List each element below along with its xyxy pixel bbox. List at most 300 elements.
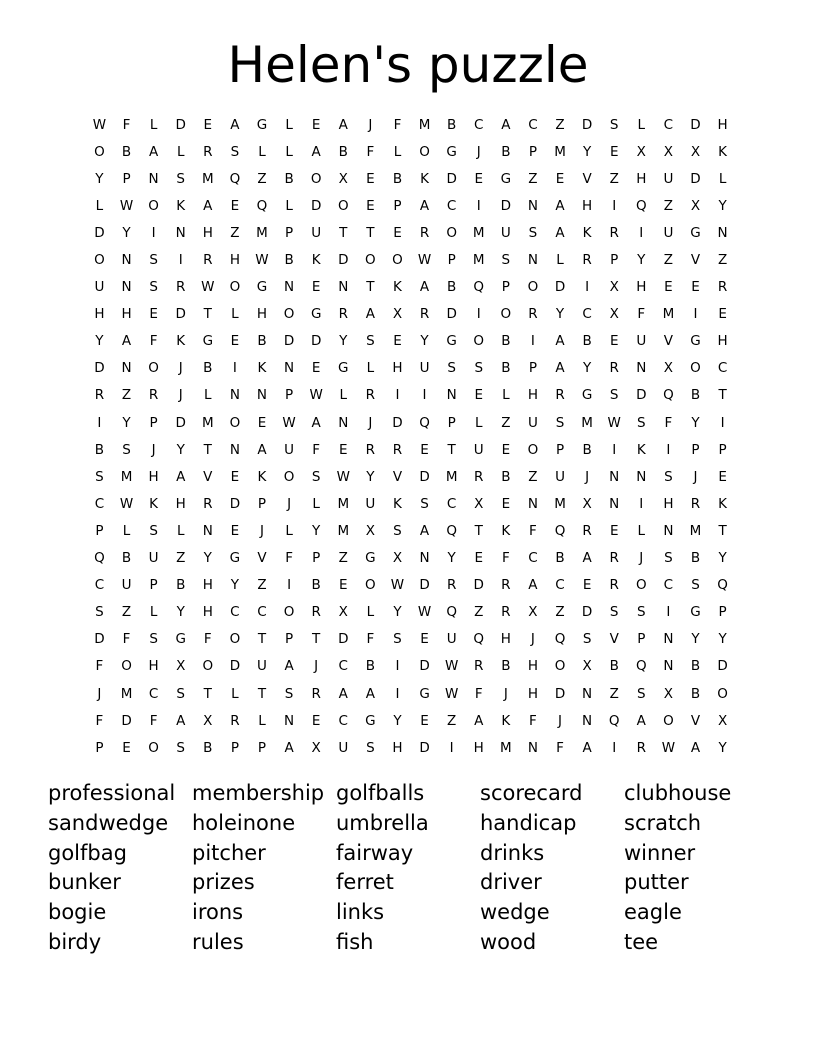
grid-letter: R: [203, 495, 213, 512]
grid-letter: L: [718, 170, 727, 187]
grid-letter: B: [447, 279, 457, 296]
grid-letter: L: [149, 116, 158, 133]
grid-letter: I: [232, 360, 237, 377]
word-list-item: wedge: [480, 900, 550, 925]
grid-letter: N: [148, 170, 159, 187]
grid-letter: A: [636, 712, 646, 729]
grid-letter: E: [311, 712, 321, 729]
grid-letter: I: [476, 197, 481, 214]
grid-letter: M: [581, 414, 593, 431]
grid-letter: Y: [637, 252, 646, 269]
grid-letter: S: [366, 333, 375, 350]
grid-letter: X: [528, 604, 538, 621]
grid-letter: B: [284, 252, 294, 269]
grid-letter: T: [257, 685, 267, 702]
grid-letter: R: [203, 143, 213, 160]
grid-letter: W: [309, 387, 323, 404]
grid-letter: E: [420, 631, 429, 648]
grid-letter: E: [609, 522, 619, 539]
grid-letter: R: [230, 712, 240, 729]
grid-letter: A: [582, 550, 592, 567]
grid-letter: Q: [635, 197, 647, 214]
grid-letter: N: [121, 252, 132, 269]
grid-letter: P: [610, 252, 619, 269]
grid-letter: G: [581, 387, 593, 404]
grid-letter: U: [500, 224, 511, 241]
grid-letter: I: [530, 333, 535, 350]
grid-letter: J: [585, 468, 590, 485]
grid-letter: L: [176, 143, 185, 160]
grid-letter: C: [528, 116, 538, 133]
grid-letter: O: [717, 685, 728, 702]
grid-letter: I: [585, 279, 590, 296]
grid-letter: L: [149, 604, 158, 621]
grid-letter: A: [419, 197, 430, 214]
grid-letter: M: [445, 468, 458, 485]
grid-letter: P: [393, 197, 402, 214]
grid-letter: D: [229, 495, 241, 512]
grid-letter: D: [419, 577, 430, 594]
grid-letter: C: [555, 577, 565, 594]
grid-letter: P: [718, 441, 727, 458]
grid-letter: J: [314, 658, 319, 675]
grid-letter: S: [582, 631, 592, 648]
grid-letter: M: [472, 252, 485, 269]
grid-letter: K: [393, 495, 402, 512]
grid-letter: P: [95, 522, 104, 539]
grid-letter: S: [609, 604, 619, 621]
grid-letter: F: [122, 116, 131, 133]
grid-letter: W: [607, 414, 621, 431]
grid-letter: Y: [555, 306, 565, 323]
grid-letter: H: [148, 468, 159, 485]
grid-letter: D: [121, 712, 132, 729]
grid-letter: F: [529, 522, 537, 539]
grid-letter: N: [609, 495, 620, 512]
grid-letter: D: [473, 577, 484, 594]
grid-letter: B: [176, 577, 186, 594]
grid-letter: E: [718, 306, 727, 323]
grid-letter: R: [690, 495, 701, 512]
grid-letter: C: [230, 604, 240, 621]
grid-letter: A: [257, 441, 267, 458]
grid-letter: N: [121, 360, 132, 377]
grid-letter: Y: [176, 441, 185, 458]
grid-letter: H: [582, 197, 593, 214]
grid-letter: M: [120, 685, 133, 702]
grid-letter: O: [121, 658, 132, 675]
grid-letter: E: [609, 333, 619, 350]
grid-letter: O: [202, 658, 214, 675]
grid-letter: S: [95, 468, 104, 485]
grid-letter: Y: [366, 468, 375, 485]
grid-letter: J: [476, 143, 481, 160]
grid-letter: W: [390, 577, 405, 594]
grid-letter: F: [149, 712, 158, 729]
grid-letter: O: [419, 143, 430, 160]
grid-letter: A: [338, 685, 348, 702]
grid-letter: E: [691, 279, 700, 296]
grid-letter: P: [555, 441, 565, 458]
grid-letter: B: [501, 143, 511, 160]
grid-letter: O: [690, 360, 701, 377]
grid-letter: P: [257, 495, 267, 512]
grid-letter: T: [366, 279, 375, 296]
grid-letter: S: [637, 604, 646, 621]
grid-letter: A: [284, 658, 294, 675]
grid-letter: C: [717, 360, 728, 377]
word-list-item: fish: [336, 929, 374, 954]
grid-letter: P: [312, 550, 321, 567]
grid-letter: H: [392, 360, 403, 377]
grid-letter: Q: [473, 631, 485, 648]
grid-letter: Z: [528, 468, 538, 485]
grid-letter: T: [203, 306, 212, 323]
word-list: [48, 779, 788, 958]
grid-letter: D: [554, 279, 566, 296]
grid-letter: D: [419, 739, 430, 756]
letter-grid: [82, 111, 740, 761]
grid-letter: N: [609, 468, 620, 485]
grid-letter: Z: [609, 685, 619, 702]
grid-letter: G: [175, 631, 186, 648]
word-list-item: bunker: [48, 870, 121, 895]
grid-letter: N: [419, 550, 430, 567]
grid-letter: O: [94, 143, 105, 160]
grid-letter: Z: [717, 252, 728, 269]
grid-letter: B: [338, 143, 348, 160]
word-list-item: putter: [624, 870, 689, 895]
grid-letter: S: [501, 252, 511, 269]
grid-letter: O: [635, 577, 647, 594]
grid-letter: Y: [122, 224, 131, 241]
grid-letter: O: [148, 739, 159, 756]
grid-letter: N: [663, 631, 674, 648]
grid-letter: S: [528, 224, 538, 241]
grid-letter: K: [501, 712, 511, 729]
grid-letter: D: [446, 170, 457, 187]
grid-letter: P: [149, 414, 158, 431]
word-list-item: membership: [192, 781, 325, 805]
grid-letter: V: [690, 252, 701, 269]
grid-letter: P: [501, 279, 510, 296]
word-list-item: irons: [192, 900, 244, 925]
grid-letter: U: [473, 441, 484, 458]
grid-letter: F: [285, 550, 293, 567]
grid-letter: S: [95, 604, 104, 621]
grid-letter: P: [285, 224, 294, 241]
grid-letter: U: [94, 279, 105, 296]
word-list-item: scratch: [624, 810, 702, 835]
grid-letter: D: [581, 116, 593, 133]
grid-letter: N: [338, 414, 349, 431]
grid-letter: Y: [691, 631, 700, 648]
grid-letter: A: [474, 712, 484, 729]
grid-letter: Y: [393, 712, 402, 729]
grid-letter: D: [690, 170, 701, 187]
grid-letter: A: [555, 360, 565, 377]
grid-letter: Q: [229, 170, 241, 187]
grid-letter: H: [636, 279, 647, 296]
grid-letter: G: [256, 279, 268, 296]
grid-letter: A: [311, 143, 321, 160]
grid-letter: A: [582, 739, 592, 756]
grid-letter: X: [663, 685, 674, 702]
grid-letter: S: [393, 631, 402, 648]
grid-letter: H: [94, 306, 105, 323]
grid-letter: N: [446, 387, 457, 404]
grid-letter: L: [366, 360, 375, 377]
word-list-item: links: [336, 900, 385, 925]
grid-letter: Y: [312, 522, 321, 539]
grid-letter: G: [310, 306, 322, 323]
grid-letter: L: [312, 495, 320, 512]
grid-letter: Q: [256, 197, 268, 214]
grid-letter: U: [663, 224, 674, 241]
grid-letter: L: [95, 197, 104, 214]
grid-letter: D: [175, 306, 186, 323]
grid-letter: P: [257, 739, 267, 756]
grid-letter: Q: [554, 522, 566, 539]
grid-letter: O: [148, 197, 159, 214]
grid-letter: R: [717, 279, 728, 296]
grid-letter: D: [636, 387, 647, 404]
grid-letter: R: [528, 306, 538, 323]
grid-letter: N: [527, 252, 538, 269]
grid-letter: Y: [122, 414, 131, 431]
grid-letter: D: [500, 197, 512, 214]
grid-letter: K: [718, 143, 727, 160]
grid-letter: J: [97, 685, 102, 702]
grid-letter: Q: [635, 658, 647, 675]
grid-letter: U: [636, 333, 647, 350]
grid-letter: S: [447, 360, 456, 377]
grid-letter: H: [663, 495, 674, 512]
grid-letter: I: [395, 658, 400, 675]
grid-letter: S: [176, 685, 185, 702]
grid-letter: C: [338, 658, 348, 675]
grid-letter: O: [229, 414, 241, 431]
grid-letter: E: [122, 739, 131, 756]
word-list-item: driver: [480, 870, 542, 895]
grid-letter: L: [502, 387, 510, 404]
word-list-item: sandwedge: [48, 810, 169, 835]
grid-letter: S: [149, 279, 158, 296]
grid-letter: L: [366, 604, 375, 621]
grid-letter: S: [149, 252, 158, 269]
grid-letter: L: [258, 712, 266, 729]
grid-letter: R: [176, 279, 186, 296]
grid-letter: C: [148, 685, 159, 702]
grid-letter: B: [501, 333, 511, 350]
grid-letter: L: [339, 387, 348, 404]
grid-letter: N: [663, 522, 674, 539]
word-list-item: wood: [480, 929, 537, 954]
grid-letter: J: [503, 685, 508, 702]
grid-letter: Y: [582, 143, 592, 160]
grid-letter: B: [284, 170, 294, 187]
grid-letter: M: [554, 143, 566, 160]
grid-letter: B: [501, 658, 511, 675]
grid-letter: R: [555, 387, 565, 404]
grid-letter: W: [661, 739, 676, 756]
grid-letter: B: [501, 360, 511, 377]
grid-letter: R: [501, 577, 511, 594]
grid-letter: S: [230, 143, 240, 160]
grid-letter: S: [149, 631, 158, 648]
word-list-item: fairway: [336, 840, 414, 865]
grid-letter: W: [417, 604, 432, 621]
grid-letter: U: [121, 577, 132, 594]
grid-letter: Z: [121, 387, 132, 404]
grid-letter: M: [554, 495, 566, 512]
grid-letter: C: [582, 306, 592, 323]
grid-letter: M: [500, 739, 512, 756]
grid-letter: O: [365, 577, 376, 594]
grid-letter: N: [284, 712, 295, 729]
grid-letter: H: [500, 631, 511, 648]
grid-letter: T: [339, 224, 348, 241]
grid-letter: E: [230, 468, 240, 485]
grid-letter: Y: [230, 577, 240, 594]
grid-letter: D: [338, 631, 349, 648]
grid-letter: A: [311, 414, 321, 431]
grid-letter: E: [393, 333, 402, 350]
grid-letter: X: [474, 495, 484, 512]
grid-letter: I: [151, 224, 156, 241]
grid-letter: A: [365, 685, 375, 702]
grid-letter: M: [337, 522, 350, 539]
grid-letter: X: [663, 360, 674, 377]
grid-letter: I: [693, 306, 698, 323]
grid-letter: D: [392, 414, 403, 431]
grid-letter: Z: [663, 197, 674, 214]
grid-letter: Z: [555, 604, 565, 621]
grid-letter: Y: [718, 739, 727, 756]
grid-letter: N: [284, 360, 295, 377]
grid-letter: S: [637, 414, 646, 431]
grid-letter: U: [148, 550, 159, 567]
grid-letter: A: [284, 739, 294, 756]
grid-letter: O: [554, 658, 566, 675]
grid-letter: B: [690, 550, 701, 567]
grid-letter: Z: [447, 712, 457, 729]
grid-letter: V: [582, 170, 592, 187]
grid-letter: L: [285, 522, 293, 539]
grid-letter: L: [285, 116, 293, 133]
grid-letter: X: [690, 197, 701, 214]
grid-letter: F: [556, 739, 564, 756]
grid-letter: X: [338, 170, 348, 187]
grid-letter: U: [365, 495, 376, 512]
grid-letter: N: [121, 279, 132, 296]
grid-letter: E: [474, 387, 483, 404]
grid-letter: C: [446, 495, 457, 512]
grid-letter: E: [230, 197, 240, 214]
grid-letter: T: [257, 631, 267, 648]
grid-letter: Z: [663, 252, 674, 269]
grid-letter: W: [336, 468, 350, 485]
grid-letter: N: [582, 712, 593, 729]
grid-letter: J: [693, 468, 698, 485]
grid-letter: G: [690, 333, 701, 350]
word-list-item: winner: [624, 840, 696, 865]
grid-letter: F: [203, 631, 212, 648]
grid-letter: S: [474, 360, 484, 377]
grid-letter: J: [558, 712, 562, 729]
grid-letter: N: [717, 224, 728, 241]
grid-letter: L: [285, 143, 293, 160]
grid-letter: S: [609, 387, 619, 404]
grid-letter: R: [419, 306, 430, 323]
grid-letter: R: [582, 522, 592, 539]
grid-letter: M: [337, 495, 350, 512]
grid-letter: G: [202, 333, 214, 350]
grid-letter: T: [312, 631, 321, 648]
grid-letter: R: [392, 441, 403, 458]
grid-letter: I: [612, 441, 617, 458]
grid-letter: R: [609, 577, 619, 594]
grid-letter: G: [365, 712, 376, 729]
grid-letter: O: [283, 604, 295, 621]
grid-letter: F: [95, 658, 104, 675]
grid-letter: E: [311, 116, 321, 133]
grid-letter: Y: [582, 360, 592, 377]
grid-letter: Y: [393, 604, 402, 621]
grid-letter: E: [393, 224, 402, 241]
grid-letter: E: [582, 577, 592, 594]
word-list-item: tee: [624, 929, 659, 954]
grid-letter: C: [528, 550, 538, 567]
page-title: Helen's puzzle: [227, 36, 589, 94]
grid-letter: L: [285, 197, 293, 214]
grid-letter: I: [720, 414, 725, 431]
grid-letter: A: [555, 224, 565, 241]
grid-letter: X: [582, 495, 592, 512]
grid-letter: Y: [176, 604, 185, 621]
grid-letter: E: [555, 170, 565, 187]
grid-letter: A: [419, 279, 430, 296]
grid-letter: R: [609, 224, 619, 241]
grid-letter: W: [201, 279, 215, 296]
grid-letter: T: [203, 441, 212, 458]
grid-letter: I: [178, 252, 183, 269]
grid-letter: J: [368, 116, 373, 133]
grid-letter: Q: [554, 631, 566, 648]
grid-letter: O: [500, 306, 512, 323]
grid-letter: U: [555, 468, 565, 485]
grid-letter: N: [284, 279, 295, 296]
grid-letter: R: [501, 604, 511, 621]
grid-letter: Z: [176, 550, 186, 567]
grid-letter: J: [639, 550, 644, 567]
grid-letter: D: [310, 197, 322, 214]
grid-letter: F: [393, 116, 402, 133]
grid-letter: Y: [718, 197, 727, 214]
grid-letter: Z: [609, 170, 619, 187]
grid-letter: E: [230, 522, 240, 539]
grid-letter: P: [528, 143, 537, 160]
grid-letter: L: [122, 522, 131, 539]
grid-letter: B: [203, 360, 213, 377]
grid-letter: A: [176, 712, 186, 729]
grid-letter: G: [690, 604, 701, 621]
grid-letter: T: [447, 441, 456, 458]
grid-letter: O: [365, 252, 376, 269]
grid-letter: T: [718, 522, 727, 539]
grid-letter: S: [122, 441, 131, 458]
grid-letter: X: [690, 143, 701, 160]
